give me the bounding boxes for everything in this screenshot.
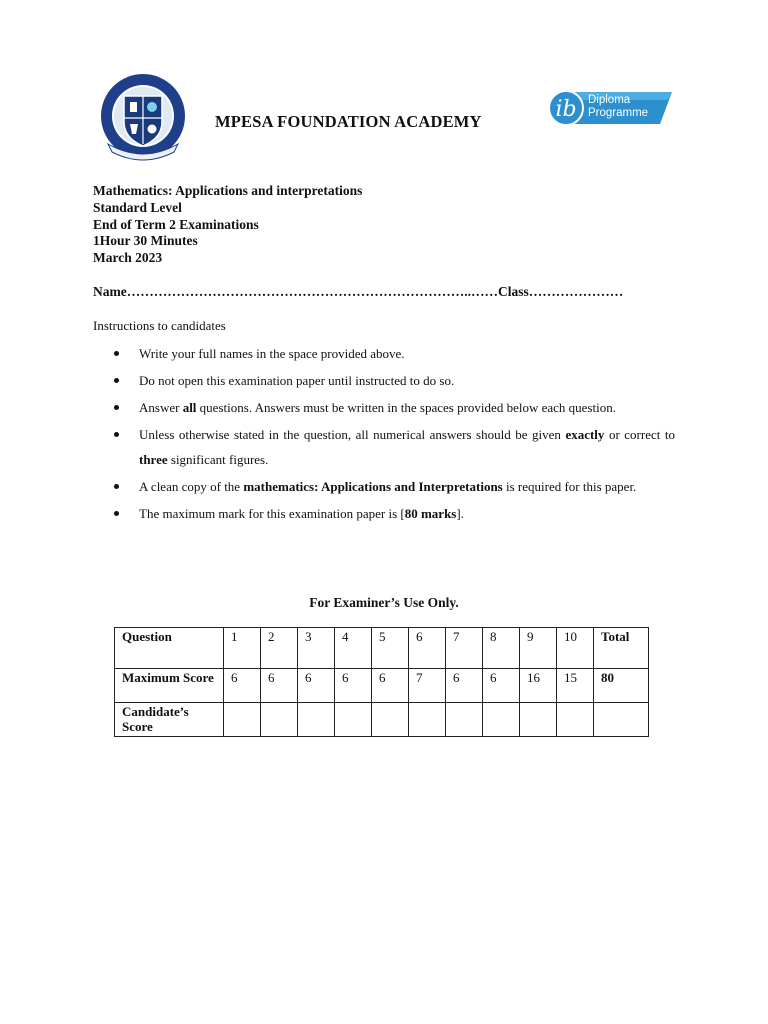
table-row-questions (115, 628, 649, 669)
school-name: MPESA FOUNDATION ACADEMY (215, 112, 482, 131)
maximum-score-label: Maximum Score (115, 669, 224, 703)
max-score-cell: 7 (409, 669, 446, 703)
question-number-cell: 5 (372, 628, 409, 669)
instruction-text: Answer (139, 400, 183, 415)
ib-logo-line2: Programme (588, 107, 649, 119)
instruction-text: A clean copy of the (139, 479, 244, 494)
bullet-icon (114, 351, 119, 356)
table-row-candidate-score (115, 703, 649, 737)
instruction-emphasis: all (182, 400, 197, 415)
exam-level: Standard Level (93, 199, 182, 215)
bullet-icon (114, 432, 119, 437)
max-score-cell: 6 (446, 669, 483, 703)
candidate-score-cell[interactable] (409, 703, 446, 737)
exam-title: End of Term 2 Examinations (93, 216, 259, 232)
exam-date: March 2023 (93, 250, 163, 266)
examiner-score-table (114, 627, 649, 737)
candidate-score-label: Candidate’s Score (115, 703, 224, 737)
candidate-score-cell[interactable] (261, 703, 298, 737)
max-score-cell: 15 (557, 669, 594, 703)
max-total-cell: 80 (594, 669, 649, 703)
question-number-cell: 6 (409, 628, 446, 669)
exam-subject: Mathematics: Applications and interpretations (93, 183, 363, 198)
exam-info (93, 183, 362, 267)
question-number-cell: 1 (224, 628, 261, 669)
instruction-emphasis: three (139, 452, 168, 467)
question-number-cell: 4 (335, 628, 372, 669)
question-number-cell: 9 (520, 628, 557, 669)
question-number-cell: 7 (446, 628, 483, 669)
max-score-cell: 6 (224, 669, 261, 703)
max-score-cell: 6 (483, 669, 520, 703)
candidate-score-cell[interactable] (557, 703, 594, 737)
max-score-cell: 6 (261, 669, 298, 703)
bullet-icon (114, 511, 119, 516)
candidate-score-cell[interactable] (520, 703, 557, 737)
name-class-line[interactable]: Name…………………………………………………………………..……Class………………… (93, 284, 624, 299)
question-number-cell: 2 (261, 628, 298, 669)
instruction-item (93, 422, 675, 472)
candidate-score-cell[interactable] (446, 703, 483, 737)
instruction-text: Unless otherwise stated in the question, all numerical answers should be given (139, 427, 566, 442)
candidate-total-cell[interactable] (594, 703, 649, 737)
instruction-text: significant figures. (167, 452, 269, 467)
instruction-item (93, 395, 675, 420)
instruction-text: or correct to (604, 427, 675, 442)
candidate-score-cell[interactable] (483, 703, 520, 737)
max-score-cell: 6 (298, 669, 335, 703)
max-score-cell: 6 (372, 669, 409, 703)
total-header-cell: Total (594, 628, 649, 669)
candidate-score-cell[interactable] (298, 703, 335, 737)
instruction-text: ]. (456, 506, 464, 521)
bullet-icon (114, 405, 119, 410)
question-number-cell: 10 (557, 628, 594, 669)
max-score-cell: 16 (520, 669, 557, 703)
candidate-score-cell[interactable] (335, 703, 372, 737)
instruction-item (93, 501, 675, 526)
instruction-text: questions. Answers must be written in the spaces provided below each question. (196, 400, 616, 415)
instructions-list (93, 341, 675, 528)
instruction-item (93, 341, 675, 366)
instruction-emphasis: mathematics: Applications and Interpretations (243, 479, 503, 494)
question-number-cell: 8 (483, 628, 520, 669)
instruction-emphasis: exactly (565, 427, 605, 442)
question-header-cell: Question (115, 628, 224, 669)
instruction-text: The maximum mark for this examination paper is [ (139, 506, 405, 521)
exam-duration: 1Hour 30 Minutes (93, 233, 198, 249)
instructions-heading: Instructions to candidates (93, 318, 226, 333)
instruction-item (93, 368, 675, 393)
table-row-maximum-score (115, 669, 649, 703)
ib-diploma-programme-logo (548, 88, 672, 128)
svg-text:ib: ib (555, 97, 577, 122)
examiner-section-title: For Examiner’s Use Only. (309, 595, 459, 610)
instruction-text: Write your full names in the space provided above. (139, 346, 405, 361)
instruction-text: Do not open this examination paper until instructed to do so. (139, 373, 455, 388)
candidate-score-cell[interactable] (224, 703, 261, 737)
instruction-item (93, 474, 675, 499)
question-number-cell: 3 (298, 628, 335, 669)
ib-logo-line1: Diploma (588, 94, 631, 106)
bullet-icon (114, 378, 119, 383)
bullet-icon (114, 484, 119, 489)
instruction-text: is required for this paper. (502, 479, 637, 494)
school-crest-logo-icon (90, 72, 196, 162)
instruction-emphasis: 80 marks (404, 506, 457, 521)
max-score-cell: 6 (335, 669, 372, 703)
candidate-score-cell[interactable] (372, 703, 409, 737)
